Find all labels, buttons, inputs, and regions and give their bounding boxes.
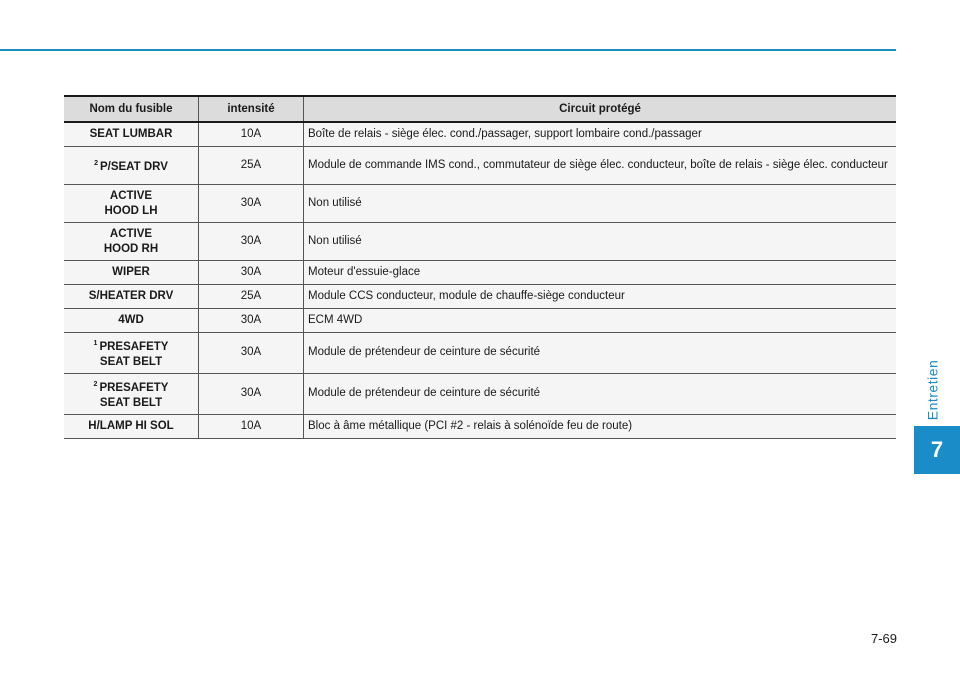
fuse-name-cell bbox=[64, 261, 199, 285]
fuse-current: 25A bbox=[199, 147, 304, 185]
fuse-circuit: Module de prétendeur de ceinture de sécurité bbox=[304, 373, 897, 414]
page-number: 7-69 bbox=[870, 631, 897, 646]
fuse-current: 30A bbox=[199, 333, 304, 374]
fuse-name-cell bbox=[64, 414, 199, 438]
fuse-current: 10A bbox=[199, 414, 304, 438]
fuse-current: 25A bbox=[199, 285, 304, 309]
header-circuit: Circuit protégé bbox=[304, 96, 897, 122]
fuse-circuit: Bloc à âme métallique (PCI #2 - relais à solénoïde feu de route) bbox=[304, 414, 897, 438]
footnote-marker: 2 bbox=[93, 380, 98, 388]
fuse-name: WIPER bbox=[112, 266, 150, 278]
table-row bbox=[64, 223, 896, 261]
chapter-tab: 7 bbox=[914, 426, 960, 474]
footnote-marker: 2 bbox=[94, 160, 98, 168]
fuse-current: 30A bbox=[199, 373, 304, 414]
fuse-name-line-2: HOOD RH bbox=[103, 242, 159, 255]
table-row bbox=[64, 261, 896, 285]
fuse-current: 30A bbox=[199, 261, 304, 285]
fuse-name-cell bbox=[64, 285, 199, 309]
fuse-name-line-1: PRESAFETY bbox=[99, 381, 169, 394]
top-rule bbox=[0, 49, 896, 51]
fuse-name-line-1: ACTIVE bbox=[109, 227, 153, 240]
fuse-name-cell bbox=[64, 333, 199, 374]
fuse-table bbox=[64, 95, 896, 439]
fuse-name-cell bbox=[64, 373, 199, 414]
table-row bbox=[64, 285, 896, 309]
fuse-name: P/SEAT DRV bbox=[99, 160, 168, 173]
header-fuse-name: Nom du fusible bbox=[64, 96, 199, 122]
fuse-circuit: Non utilisé bbox=[304, 223, 897, 261]
fuse-current: 30A bbox=[199, 223, 304, 261]
fuse-name: 4WD bbox=[118, 314, 144, 326]
fuse-name-line-2: HOOD LH bbox=[104, 204, 158, 217]
table-row bbox=[64, 373, 896, 414]
fuse-name-cell bbox=[64, 309, 199, 333]
fuse-current: 10A bbox=[199, 122, 304, 147]
fuse-name: SEAT LUMBAR bbox=[89, 128, 173, 140]
footnote-marker: 1 bbox=[93, 340, 98, 347]
fuse-circuit: Module CCS conducteur, module de chauffe-siège conducteur bbox=[304, 285, 897, 309]
fuse-name-line-2: SEAT BELT bbox=[99, 355, 163, 368]
fuse-name: S/HEATER DRV bbox=[88, 290, 174, 302]
table-row bbox=[64, 333, 896, 374]
table-header-row bbox=[64, 96, 896, 122]
fuse-circuit: Module de commande IMS cond., commutateur de siège élec. conducteur, boîte de relais - siège élec. conducteur bbox=[304, 147, 897, 185]
fuse-circuit: ECM 4WD bbox=[304, 309, 897, 333]
fuse-name-cell bbox=[64, 147, 199, 185]
fuse-name-line-2: SEAT BELT bbox=[99, 396, 163, 409]
fuse-name-line-1: PRESAFETY bbox=[99, 340, 169, 353]
fuse-name-line-1: ACTIVE bbox=[109, 189, 153, 202]
chapter-side-label bbox=[917, 355, 947, 425]
table-row bbox=[64, 309, 896, 333]
fuse-name: H/LAMP HI SOL bbox=[88, 419, 174, 432]
chapter-title: Entretien bbox=[924, 359, 941, 421]
fuse-circuit: Non utilisé bbox=[304, 185, 897, 223]
fuse-circuit: Moteur d'essuie-glace bbox=[304, 261, 897, 285]
table-row bbox=[64, 122, 896, 147]
table-row bbox=[64, 414, 896, 438]
fuse-name-cell bbox=[64, 122, 199, 147]
table-row bbox=[64, 185, 896, 223]
header-current: intensité bbox=[199, 96, 304, 122]
fuse-current: 30A bbox=[199, 185, 304, 223]
fuse-name-cell bbox=[64, 223, 199, 261]
table-row bbox=[64, 147, 896, 185]
fuse-circuit: Boîte de relais - siège élec. cond./passager, support lombaire cond./passager bbox=[304, 122, 897, 147]
fuse-name-cell bbox=[64, 185, 199, 223]
fuse-current: 30A bbox=[199, 309, 304, 333]
fuse-circuit: Module de prétendeur de ceinture de sécurité bbox=[304, 333, 897, 374]
